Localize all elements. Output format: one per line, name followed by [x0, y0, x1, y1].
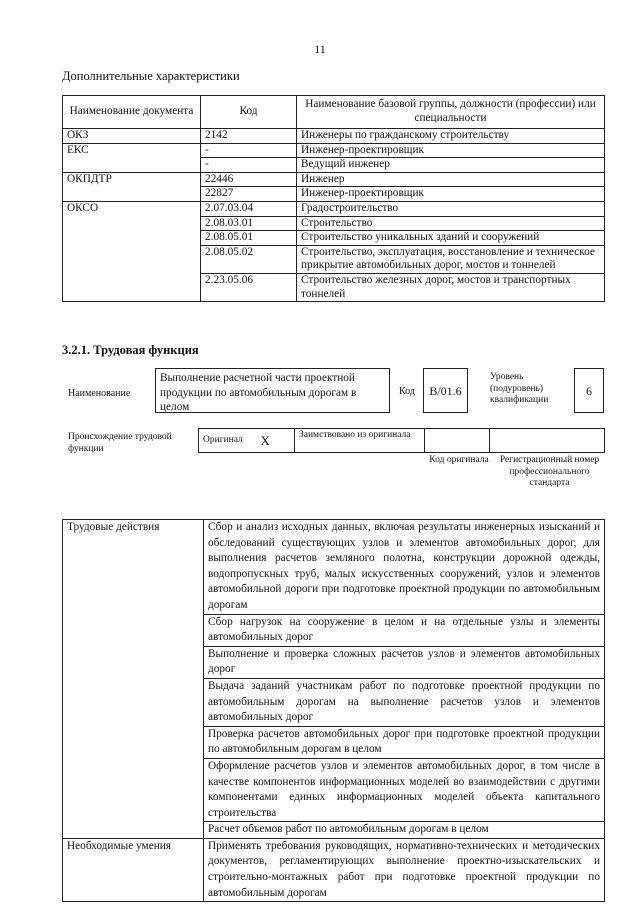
code-cell: 2.08.03.01 — [201, 216, 297, 231]
qualification-level-field: 6 — [574, 368, 604, 413]
code-cell: - — [201, 143, 297, 158]
origin-label: Происхождение трудовой функции — [68, 432, 172, 454]
action-item: Расчет объемов работ по автомобильным дорогам в целом — [204, 822, 605, 839]
code-cell: 2.23.05.06 — [201, 273, 297, 301]
code-cell: - — [201, 158, 297, 173]
original-mark: X — [257, 429, 295, 453]
code-cell: 2.08.05.01 — [201, 231, 297, 246]
skill-item: Применять требования руководящих, нормативно-технических и методических документов, регламентирующих выполнение проектно-изыскательских и строительно-монтажных работ при подготовке проектной продукции по автомобильным дорогам — [204, 838, 605, 901]
code-label: Код — [399, 386, 415, 397]
function-name-field: Выполнение расчетной части проектной продукции по автомобильным дорогам в целом — [155, 368, 390, 413]
doc-cell: ОКСО — [63, 201, 201, 301]
name-cell: Инженер — [297, 172, 605, 187]
doc-cell: ЕКС — [63, 143, 201, 172]
header-name: Наименование базовой группы, должности (профессии) или специальности — [297, 96, 605, 129]
reg-number-label: Регистрационный номер профессионального стандарта — [499, 455, 600, 488]
code-value-field: B/01.6 — [423, 368, 468, 413]
name-cell: Градостроительство — [297, 201, 605, 216]
table-row — [63, 201, 605, 216]
skills-label: Необходимые умения — [63, 838, 204, 901]
doc-cell: ОКПДТР — [63, 172, 201, 201]
code-cell: 22446 — [201, 172, 297, 187]
code-cell: 22827 — [201, 187, 297, 202]
header-document: Наименование документа — [63, 96, 201, 129]
name-cell: Инженер-проектировщик — [297, 187, 605, 202]
reg-number-field — [490, 429, 605, 453]
table-header-row — [63, 96, 605, 129]
origin-table — [198, 428, 605, 453]
borrowed-label: Заимствовано из оригинала — [295, 429, 425, 453]
table-row — [63, 129, 605, 144]
original-code-field — [425, 429, 490, 453]
action-item: Оформление расчетов узлов и элементов автомобильных дорог, в том числе в качестве компонентов информационных моделей во взаимодействии с другими компонентами единых информационных моделей объекта капитального строительства — [204, 758, 605, 821]
name-label: Наименование — [68, 388, 131, 399]
action-item: Сбор и анализ исходных данных, включая результаты инженерных изысканий и обследований существующих узлов и элементов автомобильных дорог, для выполнения расчетов земляного полотна, конструкции дорожной одежды, водопропускных труб, малых искусственных сооружений, узлов и элементов автомобильной дороги при подготовке проектной продукции по автомобильным дорогам — [204, 520, 605, 615]
action-item: Сбор нагрузок на сооружение в целом и на отдельные узлы и элементы автомобильных дорог — [204, 614, 605, 646]
action-item: Выполнение и проверка сложных расчетов узлов и элементов автомобильных дорог — [204, 646, 605, 678]
table-row — [63, 838, 605, 901]
name-cell: Строительство — [297, 216, 605, 231]
page-number: 11 — [314, 42, 326, 56]
labor-actions-table — [62, 519, 605, 902]
labor-function-heading: 3.2.1. Трудовая функция — [62, 343, 199, 357]
code-cell: 2.08.05.02 — [201, 245, 297, 273]
additional-characteristics-title: Дополнительные характеристики — [62, 69, 240, 83]
name-cell: Строительство уникальных зданий и сооружений — [297, 231, 605, 246]
code-cell: 2.07.03.04 — [201, 201, 297, 216]
table-row — [63, 520, 605, 615]
original-label: Оригинал — [199, 429, 257, 453]
original-code-label: Код оригинала — [429, 455, 489, 465]
header-code: Код — [201, 96, 297, 129]
name-cell: Инженер-проектировщик — [297, 143, 605, 158]
table-row — [63, 143, 605, 158]
actions-label: Трудовые действия — [63, 520, 204, 839]
action-item: Проверка расчетов автомобильных дорог при подготовке проектной продукции по автомобильным дорогам в целом — [204, 726, 605, 758]
code-cell: 2142 — [201, 129, 297, 144]
doc-cell: ОКЗ — [63, 129, 201, 144]
name-cell: Строительство, эксплуатация, восстановление и техническое прикрытие автомобильных дорог, мостов и тоннелей — [297, 245, 605, 273]
name-cell: Строительство железных дорог, мостов и транспортных тоннелей — [297, 273, 605, 301]
additional-characteristics-table — [62, 95, 605, 302]
action-item: Выдача заданий участникам работ по подготовке проектной продукции по автомобильным дорогам на выполнение расчетов узлов и элементов автомобильных дорог — [204, 678, 605, 726]
name-cell: Ведущий инженер — [297, 158, 605, 173]
table-row — [63, 172, 605, 187]
name-cell: Инженеры по гражданскому строительству — [297, 129, 605, 144]
qualification-level-label: Уровень (подуровень) квалификации — [490, 372, 549, 405]
